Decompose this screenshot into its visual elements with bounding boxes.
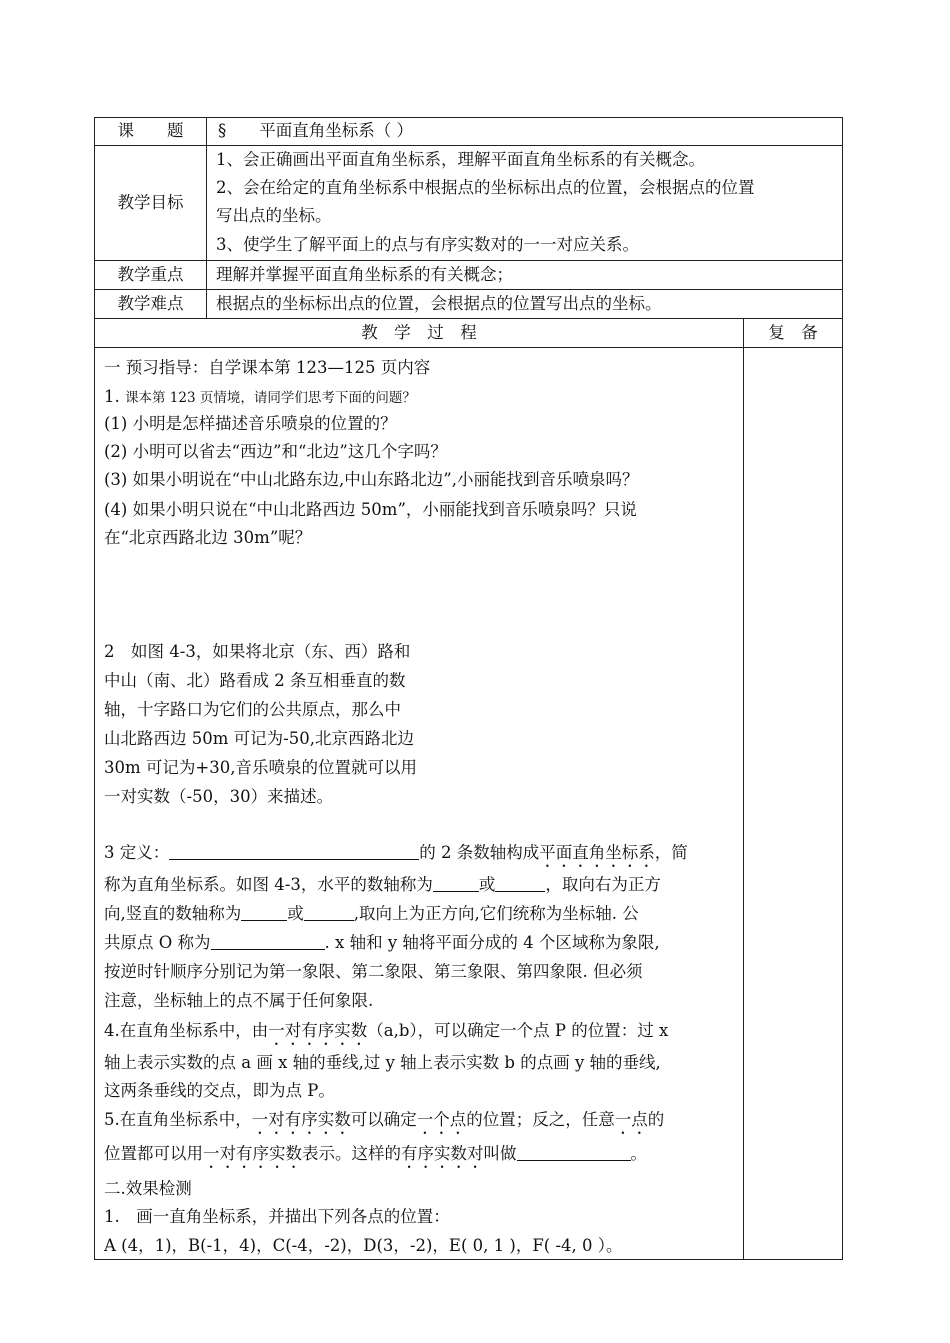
question-1: (1) 小明是怎样描述音乐喷泉的位置的？ bbox=[104, 414, 397, 433]
paragraph-5b-post: 叫做 bbox=[483, 1144, 517, 1163]
definition-3-or: 或 bbox=[287, 904, 304, 923]
definition-line-4 bbox=[104, 933, 660, 953]
paragraph-5b-mid: 表示。这样的 bbox=[302, 1144, 401, 1163]
definition-line-2 bbox=[104, 875, 661, 895]
label-column-divider bbox=[206, 117, 207, 318]
topic-value: § 平面直角坐标系（ ） bbox=[218, 121, 413, 140]
definition-line-1 bbox=[104, 843, 688, 871]
question-intro-number: 1. bbox=[104, 387, 120, 406]
paragraph-5-end: 的 bbox=[647, 1110, 665, 1129]
paragraph-5-mid: 可以确定 bbox=[350, 1110, 417, 1129]
paragraph-2-line-3: 轴，十字路口为它们的公共原点，那么中 bbox=[104, 700, 401, 719]
table-border-left bbox=[94, 117, 95, 1260]
review-column-divider bbox=[743, 318, 744, 1260]
y-axis-blank-1[interactable] bbox=[241, 904, 287, 921]
definition-2-end: ，取向右为正方 bbox=[545, 875, 661, 894]
paragraph-5b-text: 位置都可以用 bbox=[104, 1144, 203, 1163]
question-3: (3) 如果小明说在“中山北路东边,中山东路北边”,小丽能找到音乐喷泉吗？ bbox=[104, 470, 639, 489]
goals-label: 教学目标 bbox=[117, 193, 184, 212]
exercise-1-points: A (4，1)，B(-1，4)，C(-4，-2)，D(3，-2)，E( 0, 1 )，F( -4, 0 ）。 bbox=[104, 1236, 623, 1255]
definition-blank-1[interactable] bbox=[169, 843, 419, 860]
definition-line-3 bbox=[104, 904, 639, 924]
goal-line-4: 3、使学生了解平面上的点与有序实数对的一一对应关系。 bbox=[216, 235, 639, 254]
definition-4-text: 共原点 O 称为 bbox=[104, 933, 211, 952]
question-2: (2) 小明可以省去“西边”和“北边”这几个字吗？ bbox=[104, 442, 447, 461]
x-axis-blank-2[interactable] bbox=[495, 875, 545, 892]
paragraph-5-text: 5.在直角坐标系中， bbox=[104, 1110, 252, 1129]
paragraph-5-line-1 bbox=[104, 1110, 664, 1138]
definition-label: 3 定义： bbox=[104, 843, 170, 862]
paragraph-5-mid-2: 的位置；反之，任意 bbox=[466, 1110, 615, 1129]
definition-2-or: 或 bbox=[478, 875, 496, 894]
exercise-1: 1. 画一直角坐标系，并描出下列各点的位置： bbox=[104, 1207, 450, 1226]
table-border-right bbox=[842, 117, 843, 1260]
origin-blank[interactable] bbox=[211, 933, 325, 950]
definition-line-6: 注意，坐标轴上的点不属于任何象限. bbox=[104, 991, 374, 1010]
definition-term-emphasis: 平面直角坐标系 bbox=[539, 843, 655, 862]
section2-title: 二.效果检测 bbox=[104, 1179, 192, 1198]
paragraph-5-emphasis-2: 一个点 bbox=[416, 1110, 467, 1129]
paragraph-5b-emphasis-2: 有序实数对 bbox=[401, 1144, 484, 1163]
paragraph-5-emphasis-3: 一点 bbox=[614, 1110, 648, 1129]
definition-3-end: ,取向上为正方向,它们统称为坐标轴. 公 bbox=[353, 904, 639, 923]
difficulty-label: 教学难点 bbox=[117, 294, 184, 313]
definition-text: 的 2 条数轴构成 bbox=[419, 843, 540, 862]
paragraph-4-text: 4.在直角坐标系中，由 bbox=[104, 1021, 269, 1040]
question-4-line-1: (4) 如果小明只说在“中山北路西边 50m”，小丽能找到音乐喷泉吗？只说 bbox=[104, 500, 637, 519]
topic-label: 课 题 bbox=[117, 121, 184, 140]
definition-text-end: ，简 bbox=[654, 843, 688, 862]
paragraph-2-line-4: 山北路西边 50m 可记为-50,北京西路北边 bbox=[104, 729, 414, 748]
process-label: 教 学 过 程 bbox=[361, 323, 477, 342]
paragraph-4-line-3: 这两条垂线的交点，即为点 P。 bbox=[104, 1081, 335, 1100]
review-label: 复 备 bbox=[768, 323, 818, 342]
paragraph-5b-emphasis-1: 一对有序实数 bbox=[203, 1144, 302, 1163]
definition-2-text: 称为直角坐标系。如图 4-3，水平的数轴称为 bbox=[104, 875, 433, 894]
paragraph-2-line-2: 中山（南、北）路看成 2 条互相垂直的数 bbox=[104, 671, 406, 690]
paragraph-5-line-2 bbox=[104, 1144, 647, 1172]
paragraph-4-end: （a,b），可以确定一个点 P 的位置：过 x bbox=[367, 1021, 669, 1040]
paragraph-2-line-5: 30m 可记为+30,音乐喷泉的位置就可以用 bbox=[104, 758, 417, 777]
section1-title: 一 预习指导：自学课本第 123—125 页内容 bbox=[104, 358, 431, 377]
key-point-value: 理解并掌握平面直角坐标系的有关概念； bbox=[216, 265, 513, 284]
definition-4-end: . x 轴和 y 轴将平面分成的 4 个区域称为象限, bbox=[324, 933, 660, 952]
difficulty-value: 根据点的坐标标出点的位置，会根据点的位置写出点的坐标。 bbox=[216, 294, 662, 313]
table-rule-4 bbox=[94, 318, 843, 319]
paragraph-4-emphasis: 一对有序实数 bbox=[268, 1021, 368, 1040]
table-border-bottom bbox=[94, 1259, 843, 1260]
question-4-line-2: 在“北京西路北边 30m”呢？ bbox=[104, 528, 312, 547]
paragraph-2-line-6: 一对实数（-50，30）来描述。 bbox=[104, 787, 334, 806]
ordered-pair-blank[interactable] bbox=[517, 1144, 631, 1161]
paragraph-4-line-1 bbox=[104, 1021, 668, 1049]
paragraph-5-emphasis-1: 一对有序实数 bbox=[251, 1110, 351, 1129]
table-rule-5 bbox=[94, 347, 843, 348]
goal-line-3: 写出点的坐标。 bbox=[216, 206, 332, 225]
definition-3-text: 向,竖直的数轴称为 bbox=[104, 904, 242, 923]
x-axis-blank-1[interactable] bbox=[433, 875, 479, 892]
goal-line-2: 2、会在给定的直角坐标系中根据点的坐标标出点的位置，会根据点的位置 bbox=[216, 178, 755, 197]
question-intro bbox=[104, 387, 416, 408]
key-point-label: 教学重点 bbox=[117, 265, 184, 284]
y-axis-blank-2[interactable] bbox=[304, 904, 354, 921]
paragraph-4-line-2: 轴上表示实数的点 a 画 x 轴的垂线,过 y 轴上表示实数 b 的点画 y 轴的垂线, bbox=[104, 1053, 661, 1072]
definition-line-5: 按逆时针顺序分别记为第一象限、第二象限、第三象限、第四象限. 但必须 bbox=[104, 962, 643, 981]
goal-line-1: 1、会正确画出平面直角坐标系，理解平面直角坐标系的有关概念。 bbox=[216, 150, 705, 169]
paragraph-5b-end: 。 bbox=[630, 1144, 647, 1163]
question-intro-text: 课本第 123 页情境，请同学们思考下面的问题？ bbox=[125, 390, 416, 406]
paragraph-2-line-1: 2 如图 4-3，如果将北京（东、西）路和 bbox=[104, 642, 411, 661]
